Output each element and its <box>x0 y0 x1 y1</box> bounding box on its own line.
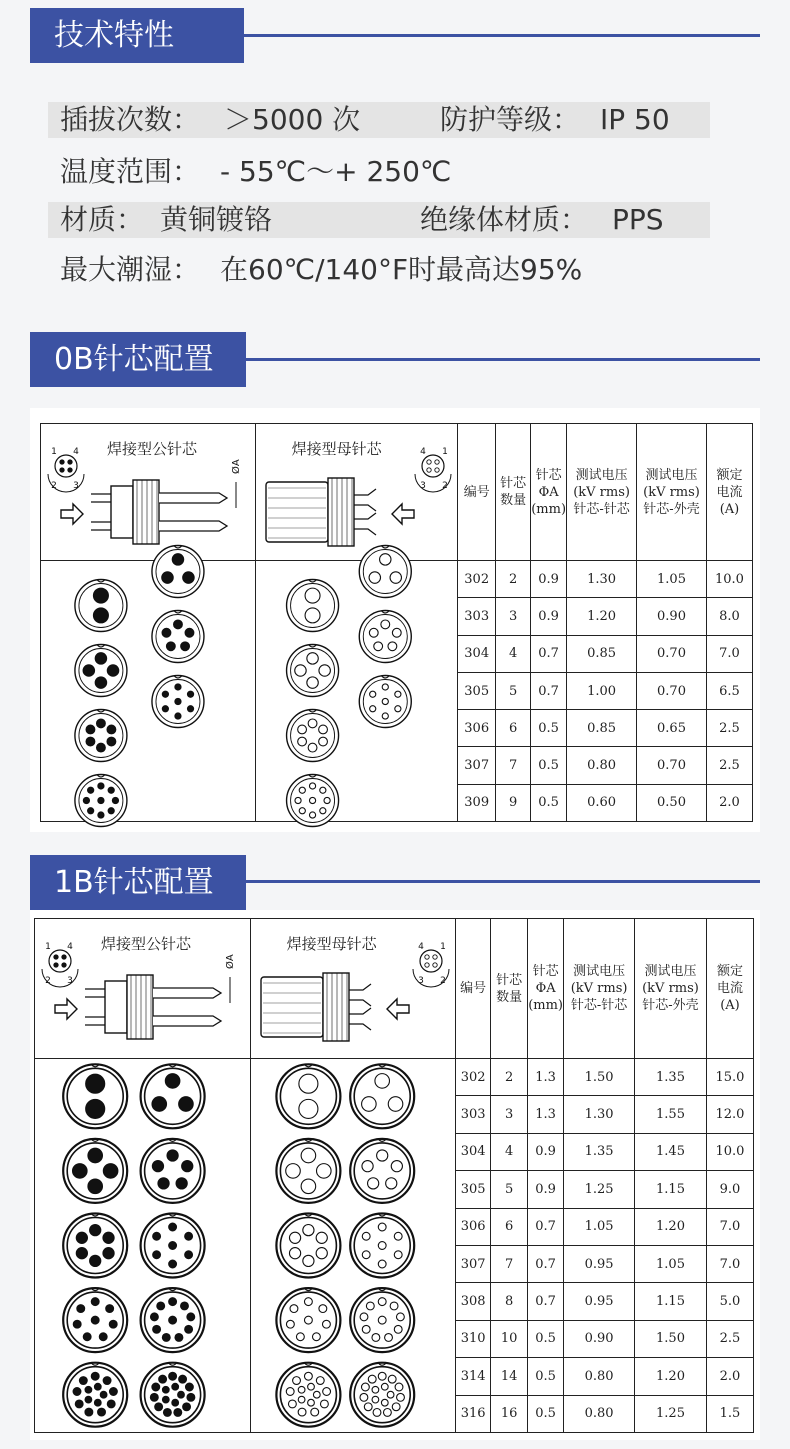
table-cell: 0.80 <box>564 1395 635 1432</box>
table-cell: 5.0 <box>706 1283 753 1320</box>
female-contact-caption: 焊接型母针芯 <box>286 935 377 953</box>
spec-row-cycles <box>48 102 710 138</box>
table-cell: 0.65 <box>637 710 707 747</box>
table-cell: 8.0 <box>706 598 752 635</box>
table-cell: 0.9 <box>528 1133 564 1170</box>
col-header-voltage-pin-shell: 测试电压 (kV rms) 针芯-外壳 <box>635 919 707 1059</box>
table-cell: 16 <box>491 1395 528 1432</box>
spec-row-temp <box>48 154 710 190</box>
table-cell: 1.05 <box>637 561 707 598</box>
col-header-code: 编号 <box>458 424 496 561</box>
table-cell: 1.20 <box>567 598 637 635</box>
pin-face-icon <box>276 1064 340 1128</box>
table-cell: 1.35 <box>635 1059 707 1096</box>
pin-face-icon <box>286 645 338 697</box>
male-pin-layout-grid <box>41 561 255 821</box>
table-cell: 304 <box>456 1133 491 1170</box>
table-cell: 4 <box>496 635 531 672</box>
table-cell: 6 <box>496 710 531 747</box>
table-cell: 303 <box>458 598 496 635</box>
pin-face-icon <box>350 1139 414 1203</box>
table-cell: 0.9 <box>528 1171 564 1208</box>
table-cell: 0.5 <box>528 1320 564 1357</box>
arrow-right-icon <box>55 999 77 1019</box>
spec-value: ＞5000 次 <box>224 103 361 136</box>
pin-face-icon <box>63 1064 127 1128</box>
arrow-left-icon <box>387 999 409 1019</box>
female-pin-layouts <box>255 561 458 822</box>
table-cell: 7 <box>496 747 531 784</box>
pin-number-label: 2 <box>45 976 51 986</box>
table-cell: 308 <box>456 1283 491 1320</box>
pin-face-icon <box>276 1214 340 1278</box>
pin-face-icon <box>63 1139 127 1203</box>
spec-label: 绝缘体材质： <box>420 203 589 236</box>
table-cell: 305 <box>456 1171 491 1208</box>
table-cell: 0.95 <box>564 1245 635 1282</box>
female-pin-layout-grid <box>256 561 458 821</box>
male-pin-layout-grid <box>35 1059 250 1432</box>
col-header-current: 额定 电流 (A) <box>706 919 753 1059</box>
spec-label: 最大潮湿： <box>60 253 201 286</box>
pin-numbering-icon <box>48 447 84 492</box>
arrow-right-icon <box>61 504 83 524</box>
pin-number-label: 1 <box>45 942 51 952</box>
pin-face-icon <box>286 775 338 827</box>
pin-face-icon <box>75 580 127 632</box>
table-cell: 9 <box>496 784 531 821</box>
table-cell: 0.5 <box>528 1395 564 1432</box>
table-cell: 1.15 <box>635 1171 707 1208</box>
spec-value: PPS <box>612 203 664 236</box>
spec-row-material <box>48 202 710 238</box>
table-cell: 8 <box>491 1283 528 1320</box>
pin-face-icon <box>75 645 127 697</box>
table-cell: 6.5 <box>706 672 752 709</box>
table-cell: 1.5 <box>706 1395 753 1432</box>
section-title-tech: 技术特性 <box>30 8 244 63</box>
table-cell: 0.7 <box>531 672 567 709</box>
table-cell: 316 <box>456 1395 491 1432</box>
table-cell: 0.70 <box>637 635 707 672</box>
pin-face-icon <box>350 1363 414 1427</box>
table-cell: 2.0 <box>706 784 752 821</box>
pin-number-label: 3 <box>417 976 424 986</box>
pin-face-icon <box>359 546 411 598</box>
pin-face-icon <box>350 1214 414 1278</box>
table-cell: 0.9 <box>531 561 567 598</box>
pin-face-icon <box>141 1214 205 1278</box>
col-header-diameter: 针芯 ΦA (mm) <box>528 919 564 1059</box>
spec-value: 在60℃/140°F时最高达95% <box>220 253 583 286</box>
pin-number-label: 2 <box>439 976 446 986</box>
female-contact-header <box>250 919 456 1059</box>
pin-face-icon <box>276 1288 340 1352</box>
table-cell: 0.7 <box>528 1283 564 1320</box>
pin-face-icon <box>276 1139 340 1203</box>
table-cell: 10.0 <box>706 561 752 598</box>
table-cell: 1.05 <box>564 1208 635 1245</box>
table-cell: 1.05 <box>635 1245 707 1282</box>
arrow-left-icon <box>392 504 414 524</box>
table-cell: 1.30 <box>567 561 637 598</box>
pin-config-table-1b <box>34 918 754 1433</box>
col-header-voltage-pin-pin: 测试电压 (kV rms) 针芯-针芯 <box>567 424 637 561</box>
col-header-count: 针芯 数量 <box>491 919 528 1059</box>
table-cell: 9.0 <box>706 1171 753 1208</box>
section-divider <box>246 880 760 883</box>
table-cell: 0.90 <box>637 598 707 635</box>
pin-config-table-0b <box>40 423 753 822</box>
table-cell: 2 <box>496 561 531 598</box>
table-cell: 303 <box>456 1096 491 1133</box>
pin-face-icon <box>141 1363 205 1427</box>
table-cell: 7.0 <box>706 1245 753 1282</box>
table-cell: 0.70 <box>637 672 707 709</box>
pin-number-label: 2 <box>441 481 448 491</box>
table-cell: 7.0 <box>706 1208 753 1245</box>
female-contact-header <box>255 424 458 561</box>
female-pin-layouts <box>250 1059 456 1433</box>
pin-face-icon <box>152 546 204 598</box>
pin-face-icon <box>350 1288 414 1352</box>
female-pin-layout-grid <box>251 1059 456 1432</box>
table-cell: 304 <box>458 635 496 672</box>
spec-label: 防护等级： <box>440 103 581 136</box>
section-title-0b: 0B针芯配置 <box>30 332 246 387</box>
female-contact-caption: 焊接型母针芯 <box>291 440 382 458</box>
table-cell: 5 <box>491 1171 528 1208</box>
table-cell: 2.5 <box>706 1320 753 1357</box>
table-cell: 1.20 <box>635 1208 707 1245</box>
male-contact-header <box>41 424 256 561</box>
table-cell: 3 <box>496 598 531 635</box>
table-cell: 0.5 <box>531 710 567 747</box>
table-cell: 1.55 <box>635 1096 707 1133</box>
pin-number-label: 4 <box>73 447 79 457</box>
table-cell: 2.5 <box>706 710 752 747</box>
table-cell: 0.9 <box>531 598 567 635</box>
table-cell: 2 <box>491 1059 528 1096</box>
table-cell: 0.7 <box>531 635 567 672</box>
table-cell: 302 <box>456 1059 491 1096</box>
table-cell: 0.80 <box>564 1358 635 1395</box>
table-cell: 1.30 <box>564 1096 635 1133</box>
table-cell: 306 <box>458 710 496 747</box>
table-cell: 7.0 <box>706 635 752 672</box>
table-cell: 307 <box>456 1245 491 1282</box>
table-cell: 1.00 <box>567 672 637 709</box>
table-row <box>41 561 753 598</box>
pin-number-label: 2 <box>51 481 57 491</box>
table-cell: 0.90 <box>564 1320 635 1357</box>
table-cell: 1.3 <box>528 1059 564 1096</box>
col-header-current: 额定 电流 (A) <box>706 424 752 561</box>
table-cell: 12.0 <box>706 1096 753 1133</box>
table-cell: 1.45 <box>635 1133 707 1170</box>
table-cell: 0.85 <box>567 635 637 672</box>
table-cell: 4 <box>491 1133 528 1170</box>
table-cell: 15.0 <box>706 1059 753 1096</box>
table-cell: 307 <box>458 747 496 784</box>
male-pin-layouts <box>41 561 256 822</box>
pin-number-label: 1 <box>441 447 448 457</box>
pin-number-label: 3 <box>67 976 73 986</box>
table-cell: 10 <box>491 1320 528 1357</box>
table-cell: 0.5 <box>528 1358 564 1395</box>
pin-face-icon <box>141 1064 205 1128</box>
pin-face-icon <box>359 676 411 728</box>
pin-face-icon <box>141 1288 205 1352</box>
pin-face-icon <box>75 775 127 827</box>
pin-number-label: 1 <box>439 942 446 952</box>
pin-face-icon <box>350 1064 414 1128</box>
spec-value: 黄铜镀铬 <box>160 203 273 236</box>
table-cell: 0.95 <box>564 1283 635 1320</box>
pin-numbering-icon <box>413 942 449 987</box>
col-header-voltage-pin-pin: 测试电压 (kV rms) 针芯-针芯 <box>564 919 635 1059</box>
table-cell: 0.60 <box>567 784 637 821</box>
col-header-diameter: 针芯 ΦA (mm) <box>531 424 567 561</box>
dimension-label: ØA <box>231 459 242 474</box>
section-divider <box>244 34 760 37</box>
table-cell: 0.50 <box>637 784 707 821</box>
male-contact-caption: 焊接型公针芯 <box>107 440 198 458</box>
col-header-code: 编号 <box>456 919 491 1059</box>
pin-numbering-icon <box>42 942 78 987</box>
section-title-1b: 1B针芯配置 <box>30 855 246 910</box>
male-contact-caption: 焊接型公针芯 <box>101 935 192 953</box>
table-cell: 1.20 <box>635 1358 707 1395</box>
table-cell: 10.0 <box>706 1133 753 1170</box>
table-cell: 314 <box>456 1358 491 1395</box>
pin-number-label: 4 <box>67 942 73 952</box>
male-pin-layouts <box>35 1059 251 1433</box>
table-cell: 309 <box>458 784 496 821</box>
pin-number-label: 3 <box>419 481 426 491</box>
table-cell: 310 <box>456 1320 491 1357</box>
spec-value: IP 50 <box>600 103 670 136</box>
pin-number-label: 4 <box>419 447 426 457</box>
table-cell: 14 <box>491 1358 528 1395</box>
spec-label: 插拔次数： <box>60 103 201 136</box>
pin-face-icon <box>63 1363 127 1427</box>
pin-face-icon <box>63 1288 127 1352</box>
table-cell: 1.25 <box>635 1395 707 1432</box>
table-cell: 7 <box>491 1245 528 1282</box>
pin-face-icon <box>63 1214 127 1278</box>
table-cell: 302 <box>458 561 496 598</box>
table-cell: 1.25 <box>564 1171 635 1208</box>
pin-numbering-icon <box>415 447 451 492</box>
table-cell: 0.80 <box>567 747 637 784</box>
table-cell: 1.50 <box>635 1320 707 1357</box>
spec-row-humidity <box>48 252 710 288</box>
pin-number-label: 4 <box>417 942 424 952</box>
section-divider <box>246 358 760 361</box>
table-cell: 305 <box>458 672 496 709</box>
dimension-label: ØA <box>225 954 236 969</box>
pin-face-icon <box>286 710 338 762</box>
table-cell: 0.5 <box>531 784 567 821</box>
table-cell: 1.35 <box>564 1133 635 1170</box>
table-cell: 0.85 <box>567 710 637 747</box>
table-cell: 0.5 <box>531 747 567 784</box>
table-cell: 5 <box>496 672 531 709</box>
spec-label: 温度范围： <box>60 155 201 188</box>
table-cell: 1.15 <box>635 1283 707 1320</box>
table-cell: 3 <box>491 1096 528 1133</box>
table-cell: 0.7 <box>528 1208 564 1245</box>
table-cell: 306 <box>456 1208 491 1245</box>
col-header-voltage-pin-shell: 测试电压 (kV rms) 针芯-外壳 <box>637 424 707 561</box>
table-cell: 2.5 <box>706 747 752 784</box>
spec-value: - 55℃～+ 250℃ <box>220 155 452 188</box>
pin-face-icon <box>286 580 338 632</box>
male-contact-header <box>35 919 251 1059</box>
pin-face-icon <box>75 710 127 762</box>
spec-label: 材质： <box>60 203 145 236</box>
table-cell: 2.0 <box>706 1358 753 1395</box>
table-cell: 0.7 <box>528 1245 564 1282</box>
table-cell: 1.3 <box>528 1096 564 1133</box>
pin-face-icon <box>141 1139 205 1203</box>
table-cell: 1.50 <box>564 1059 635 1096</box>
col-header-count: 针芯 数量 <box>496 424 531 561</box>
table-cell: 0.70 <box>637 747 707 784</box>
pin-face-icon <box>152 611 204 663</box>
table-row <box>35 1059 754 1096</box>
table-cell: 6 <box>491 1208 528 1245</box>
pin-face-icon <box>276 1363 340 1427</box>
pin-face-icon <box>152 676 204 728</box>
pin-face-icon <box>359 611 411 663</box>
pin-number-label: 1 <box>51 447 57 457</box>
pin-number-label: 3 <box>73 481 79 491</box>
